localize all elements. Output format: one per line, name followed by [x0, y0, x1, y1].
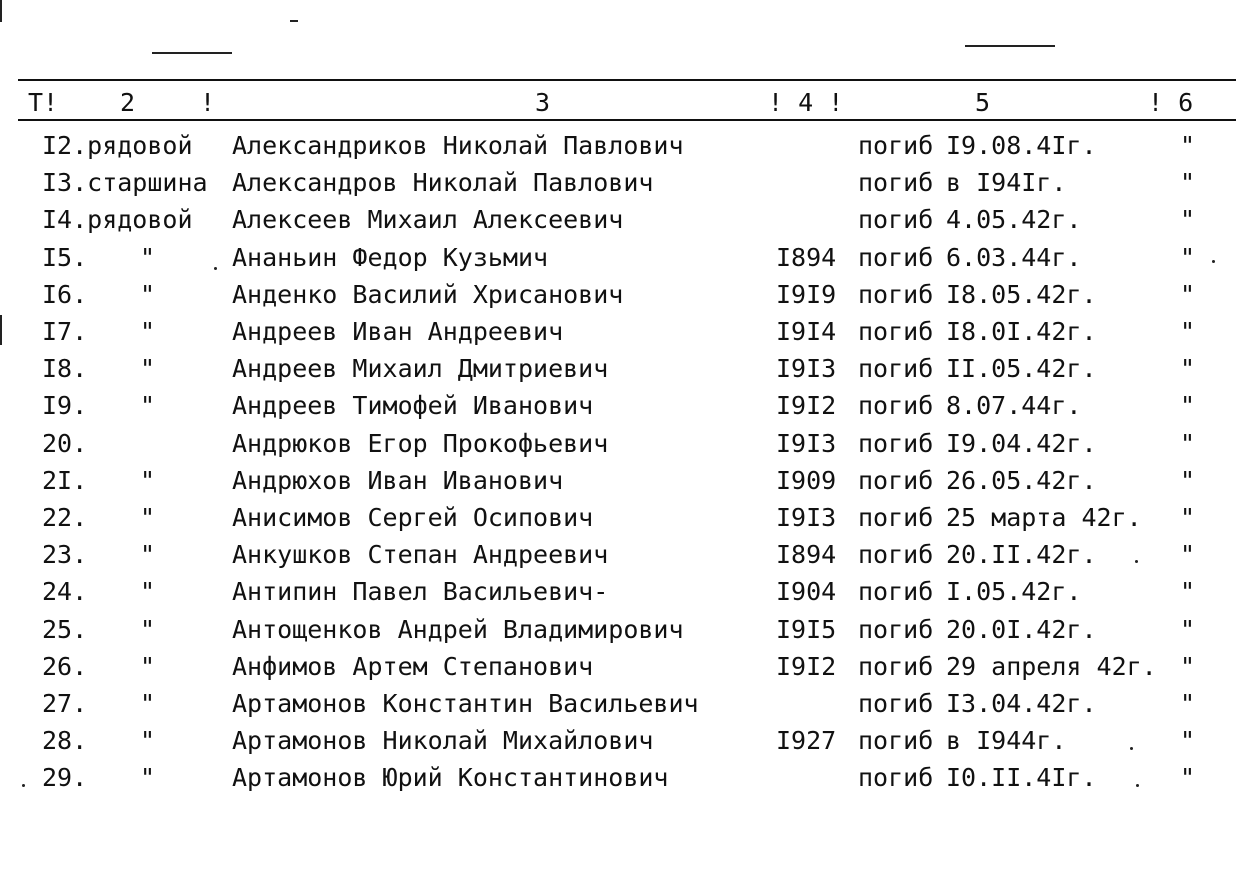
cell-date: 4.05.42г.: [946, 205, 1082, 235]
cell-status: погиб: [858, 763, 934, 793]
cell-rank: ": [140, 614, 156, 644]
table-row: [0, 725, 1236, 762]
cell-no: I6.: [42, 279, 88, 309]
cell-no: 25.: [42, 614, 88, 644]
cell-ditto: ": [1180, 428, 1196, 458]
cell-date: в I944г.: [946, 726, 1067, 756]
pen-mark: [290, 20, 298, 22]
cell-ditto: ": [1180, 614, 1196, 644]
cell-year: I9I3: [776, 503, 837, 532]
cell-ditto: ": [1180, 391, 1196, 421]
cell-status: погиб: [858, 131, 934, 160]
cell-name: Алексеев Михаил Алексеевич: [232, 205, 624, 235]
cell-ditto: ": [1180, 577, 1196, 607]
cell-date: 6.03.44г.: [946, 242, 1082, 272]
cell-ditto: ": [1180, 503, 1196, 532]
cell-no: I2.рядовой: [42, 131, 193, 160]
cell-name: Андрюков Егор Прокофьевич: [232, 428, 609, 458]
cell-no: I4.рядовой: [42, 205, 193, 235]
cell-name: Александриков Николай Павлович: [232, 131, 684, 160]
table-row: [0, 390, 1236, 427]
cell-ditto: ": [1180, 131, 1196, 160]
table-row: [0, 242, 1236, 279]
cell-status: погиб: [858, 168, 934, 198]
cell-status: погиб: [858, 465, 934, 495]
table-row: [0, 539, 1236, 576]
cell-rank: ": [140, 651, 156, 681]
cell-name: Артамонов Константин Васильевич: [232, 689, 699, 718]
cell-status: погиб: [858, 317, 934, 346]
table-row: [0, 465, 1236, 502]
header-col4: ! 4 !: [768, 88, 844, 117]
cell-status: погиб: [858, 242, 934, 272]
table-header-rule: [18, 119, 1236, 121]
header-col3: 3: [535, 88, 551, 117]
cell-ditto: ": [1180, 689, 1196, 718]
table-top-rule: [18, 79, 1236, 81]
cell-no: 24.: [42, 577, 88, 607]
cell-year: I9I3: [776, 354, 837, 384]
cell-ditto: ": [1180, 317, 1196, 346]
cell-date: I.05.42г.: [946, 577, 1082, 607]
cell-status: погиб: [858, 279, 934, 309]
cell-date: 29 апреля 42г.: [946, 651, 1157, 681]
cell-ditto: ": [1180, 279, 1196, 309]
cell-name: Антипин Павел Васильевич-: [232, 577, 609, 607]
cell-rank: ": [140, 465, 156, 495]
cell-no: 23.: [42, 540, 88, 570]
cell-date: 26.05.42г.: [946, 465, 1097, 495]
table-row: [0, 428, 1236, 465]
cell-no: 20.: [42, 428, 88, 458]
cell-date: 25 марта 42г.: [946, 503, 1142, 532]
cell-name: Артамонов Юрий Константинович: [232, 763, 669, 793]
cell-year: I9I3: [776, 428, 837, 458]
header-col6: ! 6: [1148, 88, 1194, 117]
cell-name: Анфимов Артем Степанович: [232, 651, 594, 681]
cell-year: I909: [776, 465, 837, 495]
cell-no: 27.: [42, 689, 88, 718]
table-row: [0, 279, 1236, 316]
cell-status: погиб: [858, 391, 934, 421]
table-row: [0, 688, 1236, 725]
cell-date: I8.05.42г.: [946, 279, 1097, 309]
table-row: [0, 316, 1236, 353]
cell-name: Анисимов Сергей Осипович: [232, 503, 594, 532]
speck: [214, 267, 217, 270]
cell-rank: ": [140, 503, 156, 532]
cell-date: 20.0I.42г.: [946, 614, 1097, 644]
cell-rank: ": [140, 279, 156, 309]
cell-name: Андрюхов Иван Иванович: [232, 465, 564, 495]
cell-name: Анкушков Степан Андреевич: [232, 540, 609, 570]
cell-status: погиб: [858, 651, 934, 681]
cell-no: I8.: [42, 354, 88, 384]
table-row: [0, 167, 1236, 204]
cell-date: 20.II.42г.: [946, 540, 1097, 570]
cell-ditto: ": [1180, 651, 1196, 681]
cell-no: 22.: [42, 503, 88, 532]
cell-rank: ": [140, 726, 156, 756]
edge-mark: [0, 0, 2, 22]
cell-date: I3.04.42г.: [946, 689, 1097, 718]
cell-status: погиб: [858, 726, 934, 756]
header-col5: 5: [975, 88, 991, 117]
table-row: [0, 502, 1236, 539]
table-row: [0, 762, 1236, 799]
cell-year: I904: [776, 577, 837, 607]
cell-no: I5.: [42, 242, 88, 272]
cell-ditto: ": [1180, 726, 1196, 756]
cell-status: погиб: [858, 577, 934, 607]
cell-year: I9I5: [776, 614, 837, 644]
cell-status: погиб: [858, 428, 934, 458]
cell-rank: ": [140, 242, 156, 272]
cell-year: I9I2: [776, 651, 837, 681]
cell-no: 2I.: [42, 465, 88, 495]
speck: [1212, 260, 1215, 263]
table-row: [0, 204, 1236, 241]
cell-year: I927: [776, 726, 837, 756]
pen-mark: [152, 52, 232, 54]
cell-name: Анденко Василий Хрисанович: [232, 279, 624, 309]
pen-mark: [965, 45, 1055, 47]
table-row: [0, 353, 1236, 390]
cell-name: Андреев Иван Андреевич: [232, 317, 564, 346]
cell-ditto: ": [1180, 242, 1196, 272]
cell-ditto: ": [1180, 465, 1196, 495]
cell-date: 8.07.44г.: [946, 391, 1082, 421]
cell-status: погиб: [858, 540, 934, 570]
cell-status: погиб: [858, 614, 934, 644]
speck: [1135, 560, 1138, 563]
table-row: [0, 614, 1236, 651]
cell-ditto: ": [1180, 763, 1196, 793]
cell-date: I9.04.42г.: [946, 428, 1097, 458]
table-row: [0, 130, 1236, 167]
cell-date: I8.0I.42г.: [946, 317, 1097, 346]
header-col1: Т!: [28, 88, 59, 117]
cell-ditto: ": [1180, 168, 1196, 198]
header-sep2: !: [200, 88, 216, 117]
cell-no: 28.: [42, 726, 88, 756]
cell-no: I7.: [42, 317, 88, 346]
cell-rank: ": [140, 577, 156, 607]
cell-status: погиб: [858, 205, 934, 235]
cell-year: I9I2: [776, 391, 837, 421]
cell-no: 26.: [42, 651, 88, 681]
table-row: [0, 576, 1236, 613]
cell-ditto: ": [1180, 354, 1196, 384]
speck: [1136, 784, 1139, 787]
cell-rank: ": [140, 317, 156, 346]
cell-year: I894: [776, 242, 837, 272]
cell-name: Андреев Тимофей Иванович: [232, 391, 594, 421]
cell-no: I3.старшина: [42, 168, 208, 198]
cell-status: погиб: [858, 354, 934, 384]
cell-rank: ": [140, 391, 156, 421]
cell-rank: ": [140, 689, 156, 718]
cell-name: Александров Николай Павлович: [232, 168, 654, 198]
cell-no: I9.: [42, 391, 88, 421]
speck: [1130, 747, 1133, 750]
cell-date: I0.II.4Iг.: [946, 763, 1097, 793]
cell-ditto: ": [1180, 540, 1196, 570]
cell-year: I894: [776, 540, 837, 570]
cell-date: II.05.42г.: [946, 354, 1097, 384]
cell-no: 29.: [42, 763, 88, 793]
cell-status: погиб: [858, 689, 934, 718]
cell-name: Андреев Михаил Дмитриевич: [232, 354, 609, 384]
cell-rank: ": [140, 540, 156, 570]
cell-name: Артамонов Николай Михайлович: [232, 726, 654, 756]
cell-name: Ананьин Федор Кузьмич: [232, 242, 549, 272]
cell-name: Антощенков Андрей Владимирович: [232, 614, 684, 644]
cell-date: I9.08.4Iг.: [946, 131, 1097, 160]
cell-year: I9I9: [776, 279, 837, 309]
cell-status: погиб: [858, 503, 934, 532]
cell-date: в I94Iг.: [946, 168, 1067, 198]
cell-rank: ": [140, 354, 156, 384]
cell-rank: ": [140, 763, 156, 793]
cell-ditto: ": [1180, 205, 1196, 235]
speck: [22, 784, 25, 787]
cell-year: I9I4: [776, 317, 837, 346]
table-row: [0, 651, 1236, 688]
header-col2: 2: [120, 88, 136, 117]
